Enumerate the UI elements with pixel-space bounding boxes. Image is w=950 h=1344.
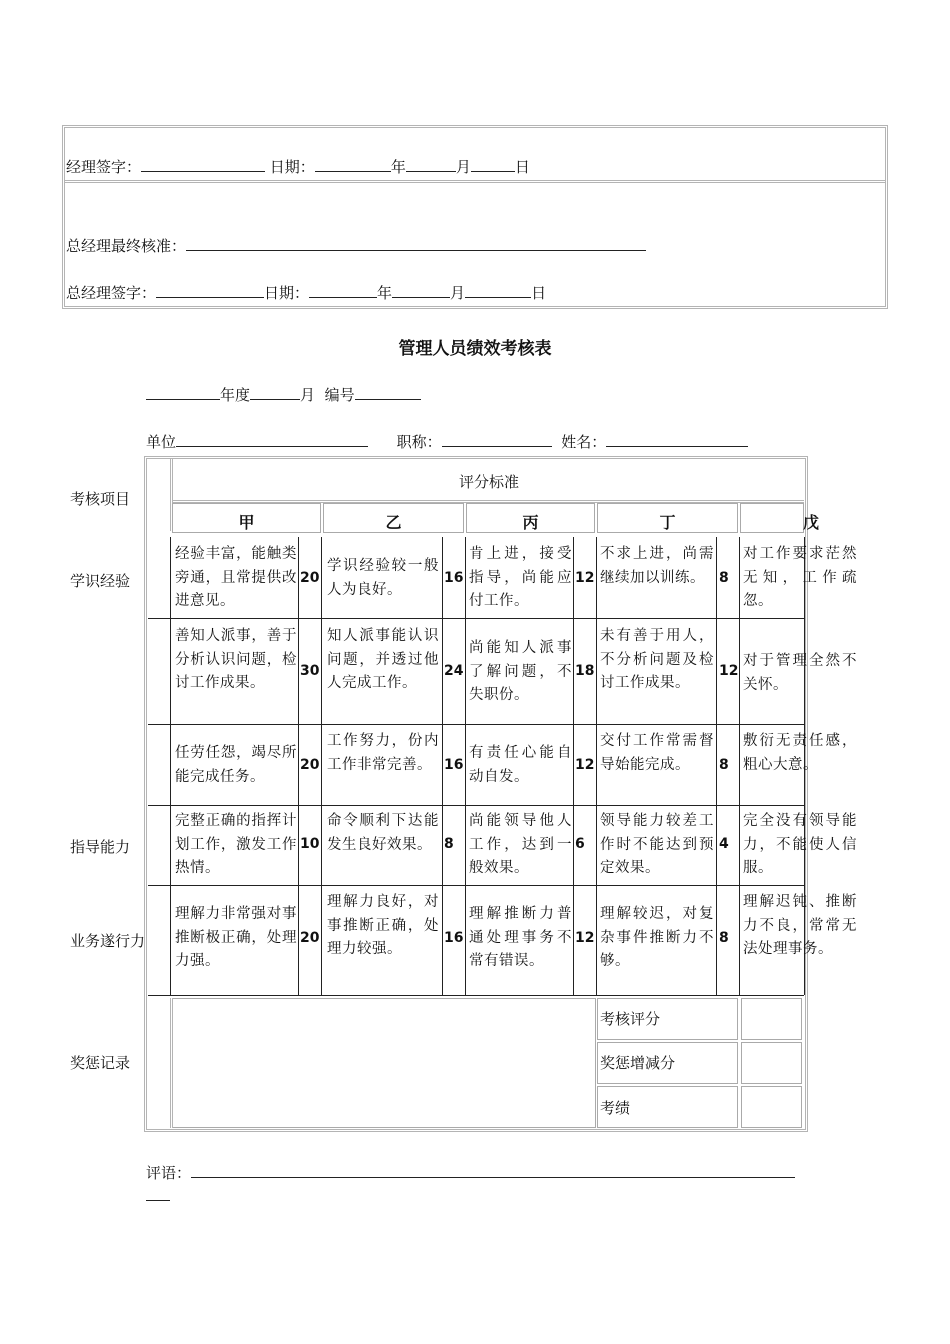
category-execution: 业务遂行力 — [70, 932, 146, 950]
position-label: 职称： — [396, 433, 442, 451]
month-field[interactable] — [250, 385, 300, 400]
score-cell: 8 — [719, 570, 729, 586]
manager-sign-field[interactable] — [141, 157, 265, 172]
criteria-cell: 学识经验较一般人为良好。 — [327, 558, 439, 598]
gm-final-line — [66, 235, 646, 256]
reward-record-area[interactable] — [172, 998, 596, 1128]
score-cell: 20 — [300, 570, 320, 586]
comment-line — [146, 1162, 795, 1183]
year-label: 年 — [390, 158, 406, 176]
criteria-cell: 完全没有领导能力，不能使人信服。 — [743, 813, 857, 876]
grid-v-5 — [573, 537, 574, 995]
date2-year-field[interactable] — [309, 283, 377, 298]
grade-jia: 甲 — [238, 513, 255, 532]
score-cell: 30 — [300, 663, 320, 679]
month2-label: 月 — [450, 284, 466, 302]
date2-label: 日期： — [264, 284, 310, 302]
gm-sign-line — [66, 282, 546, 303]
score-cell: 20 — [300, 757, 320, 773]
grid-h-2 — [148, 805, 804, 806]
score-cell: 8 — [719, 930, 729, 946]
grid-v-8 — [739, 537, 740, 995]
grade-wu: 戊 — [802, 513, 819, 532]
date-year-field[interactable] — [315, 157, 391, 172]
criteria-cell: 理解推断力普通处理事务不常有错误。 — [469, 906, 572, 969]
month-label: 月 — [300, 386, 316, 404]
grid-h-4 — [148, 995, 804, 996]
criteria-cell: 未有善于用人，不分析问题及检讨工作成果。 — [600, 628, 714, 691]
criteria-cell: 善知人派事，善于分析认识问题，检讨工作成果。 — [175, 628, 297, 691]
comment-label: 评语： — [146, 1164, 192, 1182]
month-label: 月 — [455, 158, 471, 176]
grade-ding: 丁 — [659, 513, 676, 532]
performance-label: 考绩 — [600, 1099, 631, 1117]
grid-v-7 — [716, 537, 717, 995]
criteria-cell: 对于管理全然不关怀。 — [743, 653, 857, 693]
date2-month-field[interactable] — [392, 283, 450, 298]
summary-value-cell[interactable] — [741, 998, 802, 1040]
criteria-cell: 领导能力较差工作时不能达到预定效果。 — [600, 813, 714, 876]
criteria-cell: 完整正确的指挥计划工作，激发工作热情。 — [175, 813, 297, 876]
unit-label: 单位 — [146, 433, 177, 451]
date-month-field[interactable] — [406, 157, 456, 172]
approval-box-divider — [65, 180, 885, 183]
grid-v-4 — [465, 537, 466, 995]
summary-value-cell[interactable] — [741, 1086, 802, 1128]
score-cell: 12 — [575, 570, 595, 586]
criteria-cell: 交付工作常需督导始能完成。 — [600, 733, 714, 773]
criteria-cell: 知人派事能认识问题，并透过他人完成工作。 — [327, 628, 439, 691]
category-leadership: 指导能力 — [70, 838, 131, 856]
evaluation-score-label: 考核评分 — [600, 1010, 661, 1028]
comment-continuation — [146, 1200, 170, 1201]
date2-day-field[interactable] — [465, 283, 531, 298]
summary-value-cell[interactable] — [741, 1042, 802, 1084]
criteria-cell: 敷衍无责任感，粗心大意。 — [743, 733, 857, 773]
score-cell: 8 — [444, 836, 454, 852]
score-cell: 16 — [444, 570, 464, 586]
criteria-cell: 肯上进，接受指导，尚能应付工作。 — [469, 546, 572, 609]
score-cell: 24 — [444, 663, 464, 679]
gm-final-label: 总经理最终核准： — [66, 237, 187, 255]
grid-v-6 — [596, 537, 597, 995]
category-knowledge: 学识经验 — [70, 572, 131, 590]
unit-field[interactable] — [176, 432, 368, 447]
score-cell: 4 — [719, 836, 729, 852]
score-cell: 16 — [444, 757, 464, 773]
day-label: 日 — [514, 158, 530, 176]
date-day-field[interactable] — [471, 157, 515, 172]
gm-final-field[interactable] — [186, 236, 646, 251]
criteria-cell: 尚能领导他人工作，达到一般效果。 — [469, 813, 572, 876]
grade-bing: 丙 — [522, 513, 539, 532]
score-cell: 20 — [300, 930, 320, 946]
position-field[interactable] — [442, 432, 552, 447]
gm-sign-field[interactable] — [156, 283, 264, 298]
criteria-header: 评分标准 — [458, 473, 519, 491]
reward-adjust-label: 奖惩增减分 — [600, 1054, 676, 1072]
score-cell: 12 — [575, 930, 595, 946]
grid-v-2 — [321, 537, 322, 995]
score-cell: 10 — [300, 836, 320, 852]
date-label: 日期： — [269, 158, 315, 176]
criteria-cell: 经验丰富，能触类旁通，且常提供改进意见。 — [175, 546, 297, 609]
reward-record-label: 奖惩记录 — [70, 1054, 131, 1072]
grid-v-3 — [442, 537, 443, 995]
number-field[interactable] — [355, 385, 421, 400]
number-label: 编号 — [324, 386, 355, 404]
comment-field[interactable] — [191, 1163, 795, 1178]
reward-col-divider — [170, 998, 173, 1128]
grid-h-0 — [148, 618, 804, 619]
criteria-cell: 不求上进，尚需继续加以训练。 — [600, 546, 714, 586]
grid-v-0 — [170, 537, 171, 995]
criteria-cell: 理解力非常强对事推断极正确，处理力强。 — [175, 906, 297, 969]
name-label: 姓名： — [561, 433, 607, 451]
manager-sign-label: 经理签字： — [66, 158, 142, 176]
item-header: 考核项目 — [70, 490, 131, 508]
score-cell: 6 — [575, 836, 585, 852]
year-number-line — [146, 384, 421, 405]
criteria-cell: 尚能知人派事了解问题，不失职份。 — [469, 640, 572, 703]
grid-h-3 — [148, 885, 804, 886]
grid-h-1 — [148, 724, 804, 725]
score-cell: 12 — [719, 663, 739, 679]
grid-v-1 — [298, 537, 299, 995]
criteria-cell: 任劳任怨，竭尽所能完成任务。 — [175, 745, 297, 785]
year-label: 年度 — [220, 386, 251, 404]
criteria-cell: 理解较迟，对复杂事件推断力不够。 — [600, 906, 714, 969]
criteria-cell: 有责任心能自动自发。 — [469, 745, 572, 785]
criteria-cell: 工作努力，份内工作非常完善。 — [327, 733, 439, 773]
info-line — [146, 431, 748, 452]
score-cell: 12 — [575, 757, 595, 773]
score-cell: 16 — [444, 930, 464, 946]
grade-yi: 乙 — [385, 513, 402, 532]
criteria-cell: 对工作要求茫然无知，工作疏忽。 — [743, 546, 857, 609]
score-cell: 18 — [575, 663, 595, 679]
gm-sign-label: 总经理签字： — [66, 284, 157, 302]
score-cell: 8 — [719, 757, 729, 773]
year2-label: 年 — [377, 284, 393, 302]
criteria-cell: 理解力良好，对事推断正确，处理力较强。 — [327, 894, 439, 957]
year-field[interactable] — [146, 385, 220, 400]
criteria-cell: 理解迟钝、推断力不良，常常无法处理事务。 — [743, 894, 857, 957]
name-field[interactable] — [606, 432, 748, 447]
day2-label: 日 — [531, 284, 547, 302]
page-title: 管理人员绩效考核表 — [398, 339, 552, 359]
manager-sign-line — [66, 156, 530, 177]
criteria-cell: 命令顺利下达能发生良好效果。 — [327, 813, 439, 853]
